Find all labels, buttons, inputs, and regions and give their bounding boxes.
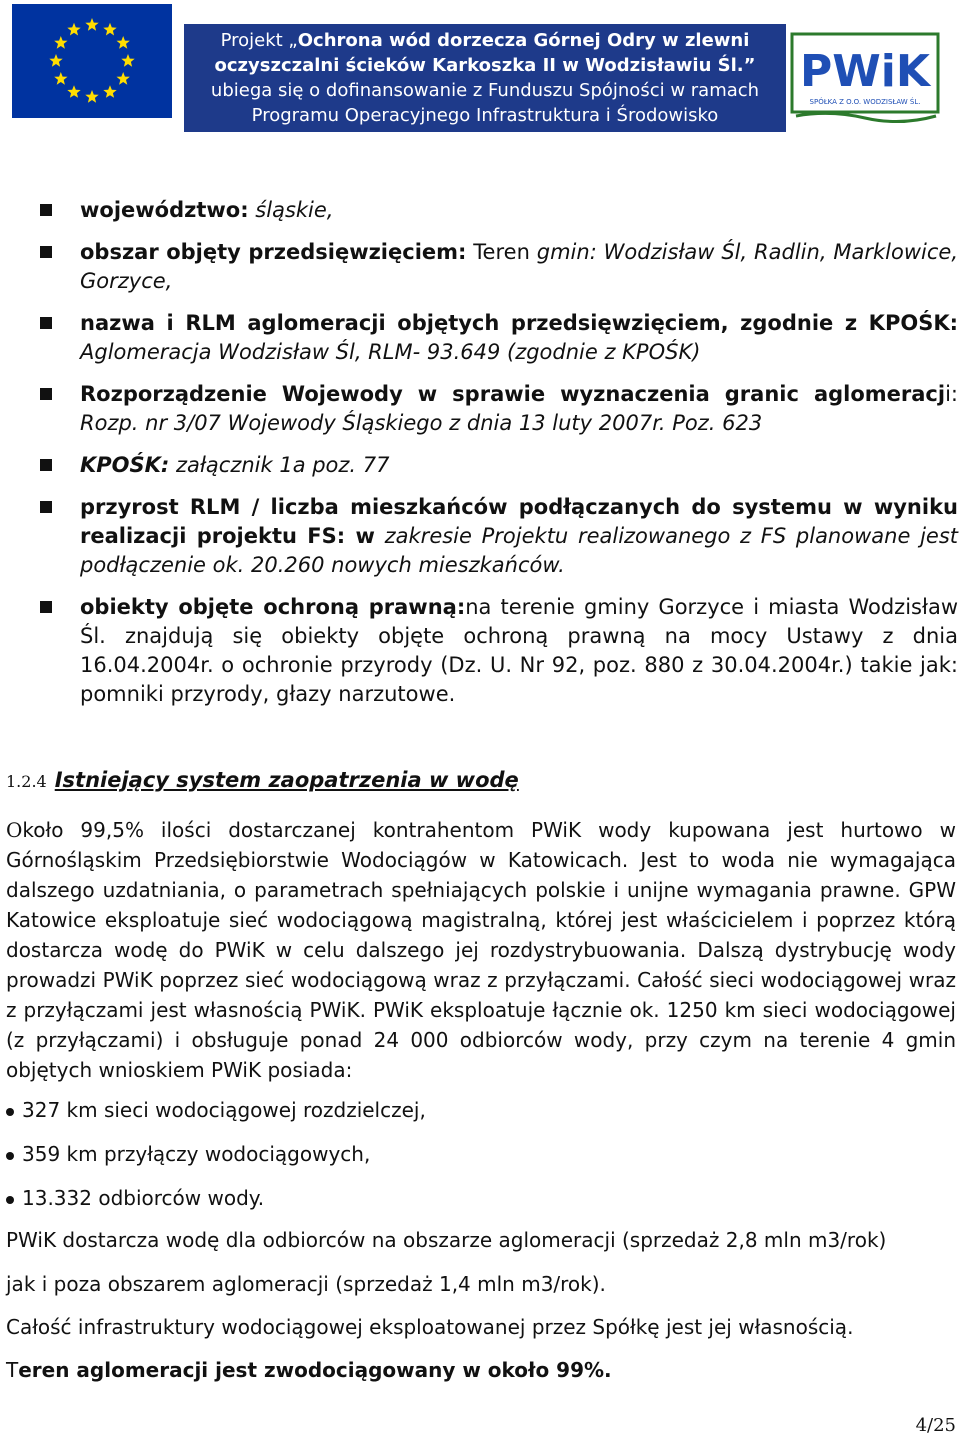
bullet-dot-icon xyxy=(6,1196,14,1204)
list-item: nazwa i RLM aglomeracji objętych przedsięwzięciem, zgodnie z KPOŚK: Aglomeracja Wodzisław Śl, RLM- 93.649 (zgodnie z KPOŚK) xyxy=(40,309,958,367)
section-heading: 1.2.4 Istniejący system zaopatrzenia w wodę xyxy=(6,768,519,792)
pwik-logo xyxy=(790,30,940,126)
list-item: województwo: śląskie, xyxy=(40,196,958,225)
page-header xyxy=(0,0,960,130)
bullet-square-icon xyxy=(40,204,52,216)
page-number: 4/25 xyxy=(915,1415,956,1436)
bullet-dot-icon xyxy=(6,1108,14,1116)
bullet-square-icon xyxy=(40,317,52,329)
bullet-square-icon xyxy=(40,501,52,513)
list-item: Rozporządzenie Wojewody w sprawie wyznaczenia granic aglomeracji: Rozp. nr 3/07 Wojewody Śląskiego z dnia 13 luty 2007r. Poz. 623 xyxy=(40,380,958,438)
list-item: 359 km przyłączy wodociągowych, xyxy=(6,1139,946,1169)
list-item: 13.332 odbiorców wody. xyxy=(6,1183,946,1213)
paragraph-ownership: Całość infrastruktury wodociągowej eksploatowanej przez Spółkę jest jej własnością. xyxy=(6,1315,854,1339)
svg-text:PWiK: PWiK xyxy=(800,46,930,97)
paragraph-sales-agglomeration: PWiK dostarcza wodę dla odbiorców na obszarze aglomeracji (sprzedaż 2,8 mln m3/rok) xyxy=(6,1228,887,1252)
bullet-square-icon xyxy=(40,246,52,258)
eu-flag-logo xyxy=(12,4,172,118)
bullet-square-icon xyxy=(40,388,52,400)
list-item: obszar objęty przedsięwzięciem: Teren gmin: Wodzisław Śl, Radlin, Marklowice, Gorzyce, xyxy=(40,238,958,296)
svg-text:SPÓŁKA Z O.O. WODZISŁAW ŚL.: SPÓŁKA Z O.O. WODZISŁAW ŚL. xyxy=(809,98,921,106)
bullet-dot-icon xyxy=(6,1152,14,1160)
infrastructure-list xyxy=(6,1095,946,1227)
paragraph-sales-outside: jak i poza obszarem aglomeracji (sprzedaż 1,4 mln m3/rok). xyxy=(6,1272,606,1296)
list-item: obiekty objęte ochroną prawną:na terenie gminy Gorzyce i miasta Wodzisław Śl. znajdują się obiekty objęte ochroną prawną na mocy Ustawy z dnia 16.04.2004r. o ochronie przyrody (Dz. U. Nr 92, poz. 880 z 30.04.2004r.) takie jak: pomniki przyrody, głazy narzutowe. xyxy=(40,593,958,709)
paragraph-coverage: Teren aglomeracji jest zwodociągowany w około 99%. xyxy=(6,1358,612,1382)
project-info-list xyxy=(40,196,960,722)
project-header-text: Projekt „Ochrona wód dorzecza Górnej Odry w zlewni oczyszczalni ścieków Karkoszka II w Wodzisławiu Śl.” ubiega się o dofinansowanie z Funduszu Spójności w ramach Programu Operacyjnego Infrastruktura i Środowisko xyxy=(190,28,780,128)
list-item: 327 km sieci wodociągowej rozdzielczej, xyxy=(6,1095,946,1125)
bullet-square-icon xyxy=(40,459,52,471)
paragraph-water-supply: Około 99,5% ilości dostarczanej kontrahentom PWiK wody kupowana jest hurtowo w Górnośląskim Przedsiębiorstwie Wodociągów w Katowicach. Jest to woda nie wymagająca dalszego uzdatniania, o parametrach spełniających polskie i unijne wymagania prawne. GPW Katowice eksploatuje sieć wodociągową magistralną, której jest właścicielem i poprzez którą dostarcza wodę do PWiK w celu dalszego jej rozdystrybuowania. Dalszą dystrybucję wody prowadzi PWiK poprzez sieć wodociągową wraz z przyłączami. Całość sieci wodociągowej wraz z przyłączami jest własnością PWiK. PWiK eksploatuje łącznie ok. 1250 km sieci wodociągowej (z przyłączami) i obsługuje ponad 24 000 odbiorców wody, przy czym na terenie 4 gmin objętych wnioskiem PWiK posiada: xyxy=(6,818,956,1082)
list-item: KPOŚK: załącznik 1a poz. 77 xyxy=(40,451,958,480)
list-item: przyrost RLM / liczba mieszkańców podłączanych do systemu w wyniku realizacji projektu FS: w zakresie Projektu realizowanego z FS planowane jest podłączenie ok. 20.260 nowych mieszkańców. xyxy=(40,493,958,580)
bullet-square-icon xyxy=(40,601,52,613)
